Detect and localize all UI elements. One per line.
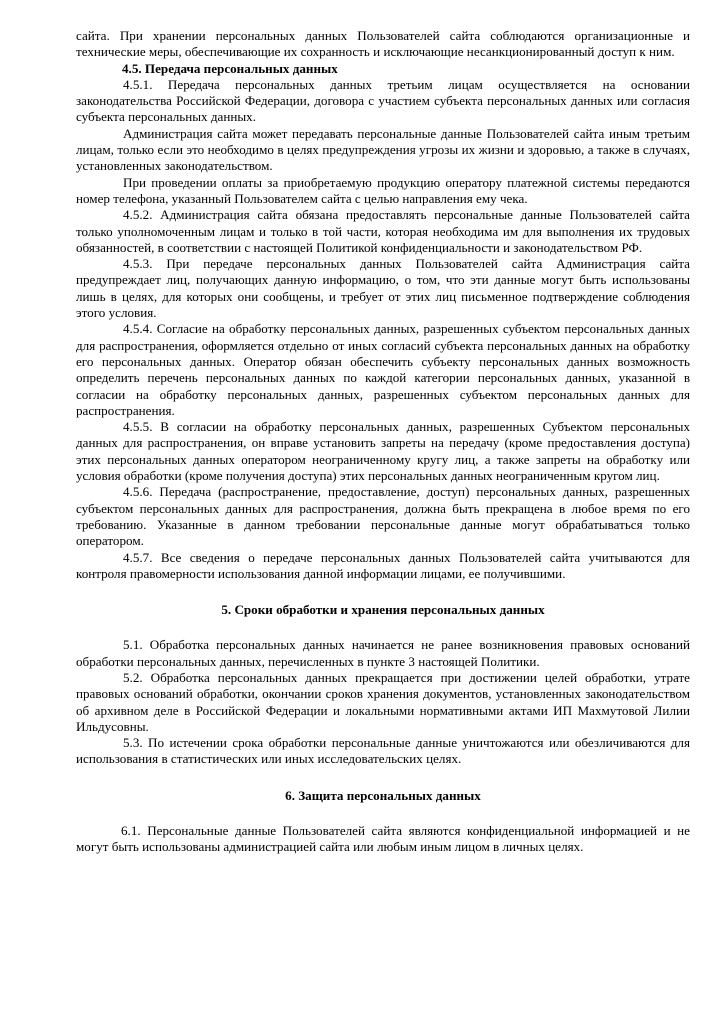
paragraph-4-5-3: 4.5.3. При передаче персональных данных Пользователей сайта Администрация сайта предупреждает лиц, получающих данную информацию, о том, что эти данные могут быть использованы лишь в целях, для которых они сообщены, и требует от этих лиц письменное подтверждение соблюдения этого условия. (76, 256, 690, 321)
paragraph-5-2: 5.2. Обработка персональных данных прекращается при достижении целей обработки, утрате правовых оснований обработки, окончании сроков хранения документов, установленных законодательством об архивном деле в Российской Федерации и локальными нормативными актами ИП Махмутовой Лилии Ильдусовны. (76, 669, 690, 734)
paragraph-admin-transfer: Администрация сайта может передавать персональные данные Пользователей сайта иным третьим лицам, только если это необходимо в целях предупреждения угрозы их жизни и здоровью, а также в случаях, установленных законодательством. (76, 125, 690, 174)
paragraph-4-5-5: 4.5.5. В согласии на обработку персональных данных, разрешенных Субъектом персональных данных для распространения, он вправе установить запреты на передачу (кроме предоставления доступа) этих персональных данных оператором неограниченному кругу лиц, а также запреты на обработку или условия обработки (кроме получения доступа) этих персональных данных неограниченным кругом лиц. (76, 419, 690, 484)
paragraph-6-1: 6.1. Персональные данные Пользователей сайта являются конфиденциальной информацией и не могут быть использованы администрацией сайта или любым иным лицом в личных целях. (76, 823, 690, 855)
paragraph-payment: При проведении оплаты за приобретаемую продукцию оператору платежной системы передаются номер телефона, указанный Пользователем сайта с целью направления ему чека. (76, 174, 690, 206)
paragraph-5-1: 5.1. Обработка персональных данных начинается не ранее возникновения правовых оснований обработки персональных данных, перечисленных в пункте 3 настоящей Политики. (76, 637, 690, 669)
paragraph-4-5-2: 4.5.2. Администрация сайта обязана предоставлять персональные данные Пользователей сайта только уполномоченным лицам и только в той части, которая необходима им для выполнения их трудовых обязанностей, в соответствии с настоящей Политикой конфиденциальности и законодательством РФ. (76, 207, 690, 255)
section-heading-5: 5. Сроки обработки и хранения персональных данных (221, 602, 545, 618)
paragraph-5-3: 5.3. По истечении срока обработки персональные данные уничтожаются или обезличиваются для использования в статистических или иных исследовательских целях. (76, 735, 690, 767)
paragraph-4-5-4: 4.5.4. Согласие на обработку персональных данных, разрешенных субъектом персональных данных для распространения, оформляется отдельно от иных согласий субъекта персональных данных на обработку его персональных данных. Оператор обязан обеспечить субъекту персональных данных возможность определить перечень персональных данных по каждой категории персональных данных, указанной в согласии на обработку персональных данных, разрешенных субъектом персональных данных для распространения. (76, 321, 690, 418)
paragraph-intro: сайта. При хранении персональных данных Пользователей сайта соблюдаются организационные и технические меры, обеспечивающие их сохранность и исключающие несанкционированный доступ к ним. (76, 28, 690, 60)
section-heading-6: 6. Защита персональных данных (285, 787, 481, 803)
paragraph-4-5-7: 4.5.7. Все сведения о передаче персональных данных Пользователей сайта учитываются для контроля правомерности использования данной информации лицами, ее получившими. (76, 549, 690, 581)
subsection-heading-4-5: 4.5. Передача персональных данных (122, 60, 338, 76)
paragraph-4-5-6: 4.5.6. Передача (распространение, предоставление, доступ) персональных данных, разрешенных субъектом персональных данных для распространения, должна быть прекращена в любое время по его требованию. Указанные в данном требовании персональные данные могут обрабатываться только оператором. (76, 484, 690, 549)
paragraph-4-5-1: 4.5.1. Передача персональных данных третьим лицам осуществляется на основании законодательства Российской Федерации, договора с участием субъекта персональных данных или согласия субъекта персональных данных. (76, 76, 690, 125)
